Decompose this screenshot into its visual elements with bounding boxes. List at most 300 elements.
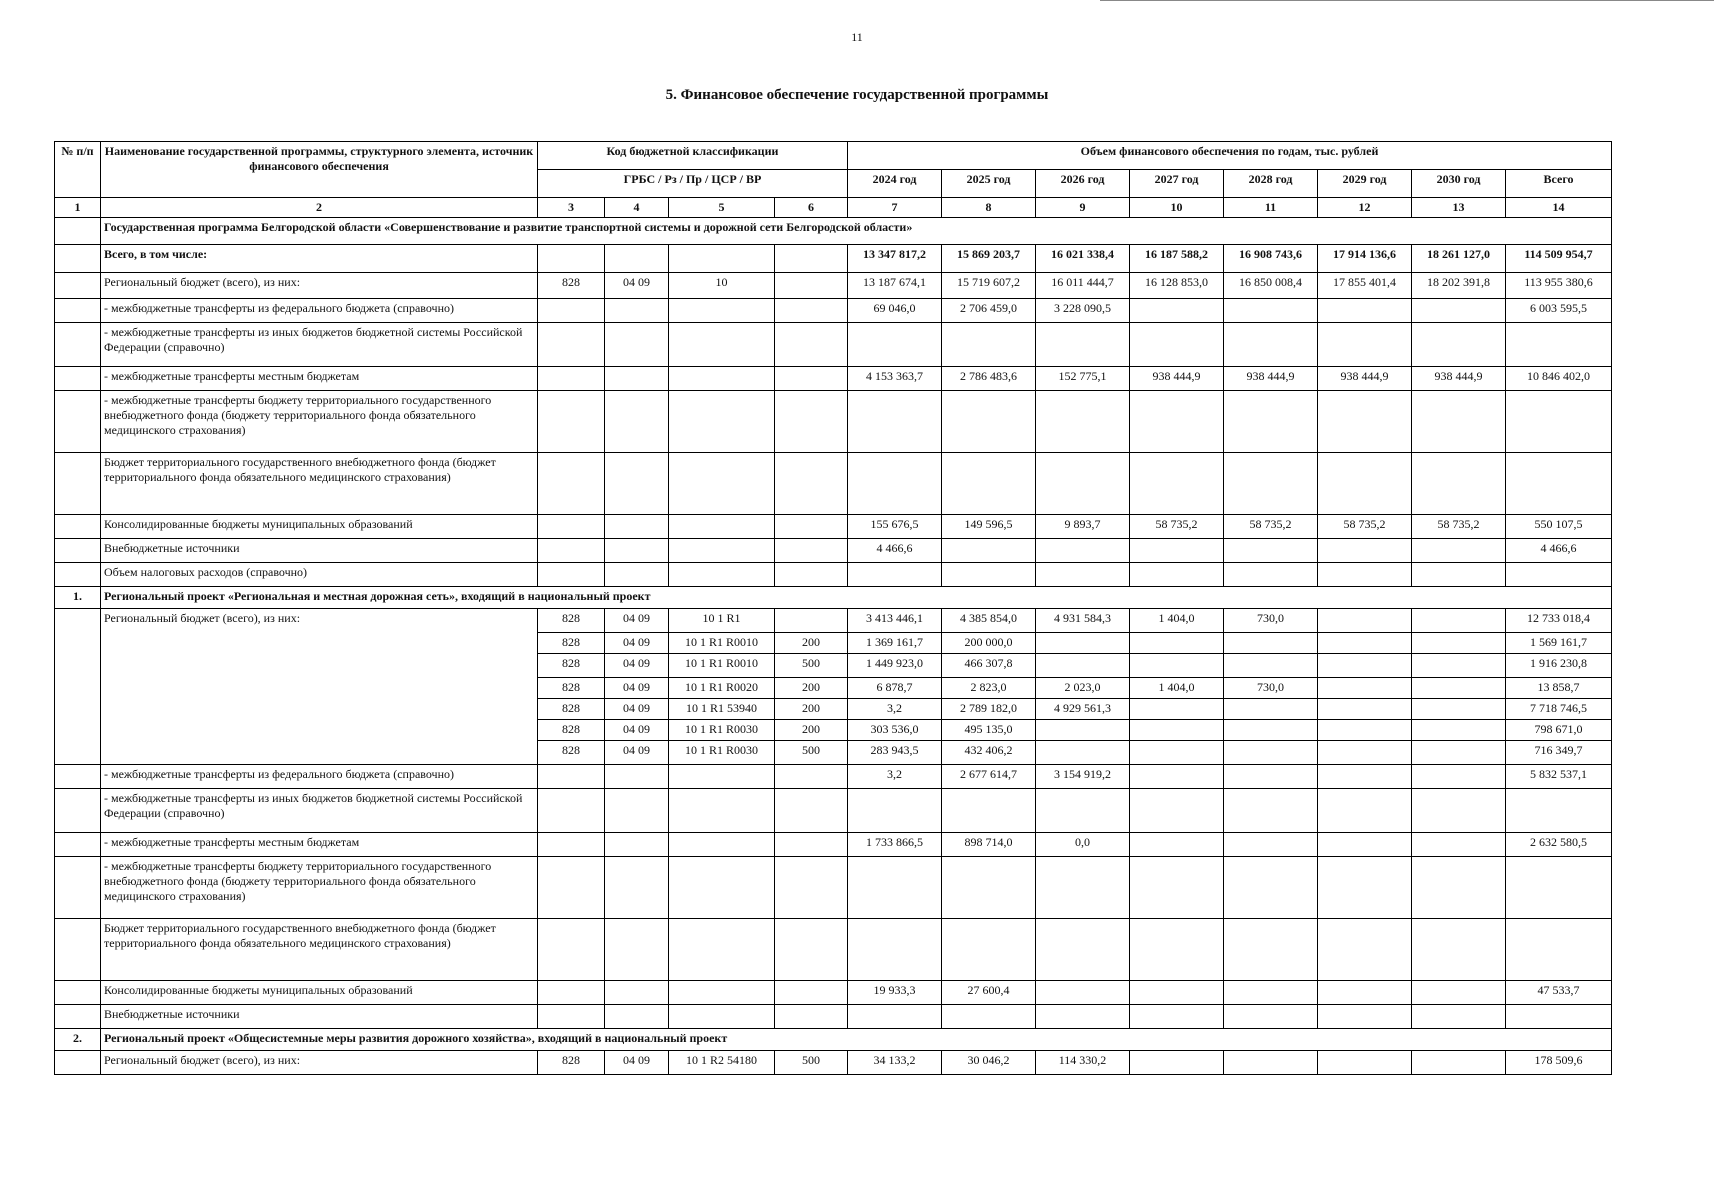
value-cell: 12 733 018,4 bbox=[1506, 609, 1612, 633]
header-year: 2027 год bbox=[1130, 170, 1224, 198]
rz-pr-code bbox=[605, 789, 669, 833]
program-title-row bbox=[55, 218, 1612, 245]
value-cell: 18 261 127,0 bbox=[1412, 245, 1506, 273]
csr-code: 10 1 R1 R0010 bbox=[669, 654, 775, 678]
value-cell bbox=[1412, 1005, 1506, 1029]
column-numbers-row bbox=[55, 198, 1612, 218]
program-row bbox=[55, 323, 1612, 367]
rz-pr-code: 04 09 bbox=[605, 273, 669, 299]
value-cell: 58 735,2 bbox=[1318, 515, 1412, 539]
value-cell: 149 596,5 bbox=[942, 515, 1036, 539]
value-cell bbox=[1224, 1005, 1318, 1029]
rz-pr-code bbox=[605, 765, 669, 789]
column-number: 9 bbox=[1036, 198, 1130, 218]
value-cell bbox=[1506, 789, 1612, 833]
rz-pr-code bbox=[605, 919, 669, 981]
vr-code bbox=[775, 515, 848, 539]
vr-code: 500 bbox=[775, 654, 848, 678]
value-cell: 113 955 380,6 bbox=[1506, 273, 1612, 299]
grbs-code: 828 bbox=[538, 609, 605, 633]
value-cell bbox=[1036, 323, 1130, 367]
value-cell bbox=[1318, 857, 1412, 919]
value-cell: 27 600,4 bbox=[942, 981, 1036, 1005]
value-cell: 4 466,6 bbox=[1506, 539, 1612, 563]
csr-code bbox=[669, 299, 775, 323]
financing-table bbox=[54, 141, 1612, 1075]
grbs-code: 828 bbox=[538, 720, 605, 741]
row-name: Бюджет территориального государственного внебюджетного фонда (бюджет территориального фонда обязательного медицинского страхования) bbox=[101, 919, 538, 981]
rz-pr-code bbox=[605, 539, 669, 563]
value-cell bbox=[1036, 741, 1130, 765]
row-number bbox=[55, 218, 101, 245]
project-1-row bbox=[55, 833, 1612, 857]
csr-code bbox=[669, 919, 775, 981]
rz-pr-code bbox=[605, 391, 669, 453]
value-cell bbox=[1412, 563, 1506, 587]
value-cell bbox=[1318, 1005, 1412, 1029]
value-cell: 178 509,6 bbox=[1506, 1051, 1612, 1075]
csr-code: 10 1 R1 R0030 bbox=[669, 720, 775, 741]
value-cell bbox=[1036, 857, 1130, 919]
value-cell: 69 046,0 bbox=[848, 299, 942, 323]
value-cell: 47 533,7 bbox=[1506, 981, 1612, 1005]
row-name: Консолидированные бюджеты муниципальных образований bbox=[101, 981, 538, 1005]
row-name: Объем налоговых расходов (справочно) bbox=[101, 563, 538, 587]
grbs-code bbox=[538, 789, 605, 833]
header-year: 2028 год bbox=[1224, 170, 1318, 198]
value-cell: 19 933,3 bbox=[848, 981, 942, 1005]
row-name: Всего, в том числе: bbox=[101, 245, 538, 273]
value-cell: 1 449 923,0 bbox=[848, 654, 942, 678]
value-cell bbox=[1318, 539, 1412, 563]
row-name: - межбюджетные трансферты из иных бюджетов бюджетной системы Российской Федерации (справочно) bbox=[101, 789, 538, 833]
value-cell bbox=[1224, 633, 1318, 654]
csr-code: 10 1 R1 R0020 bbox=[669, 678, 775, 699]
csr-code bbox=[669, 323, 775, 367]
rz-pr-code: 04 09 bbox=[605, 678, 669, 699]
value-cell bbox=[1224, 857, 1318, 919]
value-cell bbox=[1036, 919, 1130, 981]
vr-code bbox=[775, 833, 848, 857]
value-cell: 4 153 363,7 bbox=[848, 367, 942, 391]
value-cell bbox=[848, 789, 942, 833]
page-title: 5. Финансовое обеспечение государственной программы bbox=[665, 87, 1049, 103]
value-cell bbox=[1318, 563, 1412, 587]
column-number: 3 bbox=[538, 198, 605, 218]
vr-code bbox=[775, 367, 848, 391]
value-cell: 1 569 161,7 bbox=[1506, 633, 1612, 654]
vr-code: 200 bbox=[775, 633, 848, 654]
column-number: 12 bbox=[1318, 198, 1412, 218]
csr-code bbox=[669, 539, 775, 563]
grbs-code bbox=[538, 245, 605, 273]
value-cell bbox=[1506, 391, 1612, 453]
value-cell bbox=[1130, 741, 1224, 765]
value-cell bbox=[1036, 654, 1130, 678]
value-cell bbox=[942, 539, 1036, 563]
csr-code bbox=[669, 833, 775, 857]
program-row bbox=[55, 515, 1612, 539]
value-cell bbox=[1412, 678, 1506, 699]
row-number: 2. bbox=[55, 1029, 101, 1051]
value-cell bbox=[1224, 299, 1318, 323]
value-cell bbox=[1412, 609, 1506, 633]
value-cell bbox=[1412, 833, 1506, 857]
value-cell bbox=[1412, 654, 1506, 678]
value-cell: 4 466,6 bbox=[848, 539, 942, 563]
value-cell: 5 832 537,1 bbox=[1506, 765, 1612, 789]
value-cell bbox=[1036, 1005, 1130, 1029]
value-cell: 1 404,0 bbox=[1130, 678, 1224, 699]
row-name: Консолидированные бюджеты муниципальных образований bbox=[101, 515, 538, 539]
value-cell bbox=[1130, 833, 1224, 857]
vr-code bbox=[775, 857, 848, 919]
csr-code bbox=[669, 981, 775, 1005]
value-cell bbox=[1130, 981, 1224, 1005]
value-cell bbox=[1224, 789, 1318, 833]
project-1-row bbox=[55, 981, 1612, 1005]
program-title: Государственная программа Белгородской области «Совершенствование и развитие транспортной системы и дорожной сети Белгородской области» bbox=[101, 218, 1612, 245]
value-cell bbox=[1224, 720, 1318, 741]
value-cell bbox=[1318, 741, 1412, 765]
value-cell bbox=[1036, 720, 1130, 741]
value-cell: 4 931 584,3 bbox=[1036, 609, 1130, 633]
value-cell: 1 404,0 bbox=[1130, 609, 1224, 633]
value-cell bbox=[1130, 654, 1224, 678]
value-cell bbox=[1224, 323, 1318, 367]
csr-code bbox=[669, 391, 775, 453]
grbs-code: 828 bbox=[538, 633, 605, 654]
value-cell bbox=[1036, 453, 1130, 515]
header-code-group: Код бюджетной классификации bbox=[538, 142, 848, 170]
value-cell: 6 003 595,5 bbox=[1506, 299, 1612, 323]
value-cell: 898 714,0 bbox=[942, 833, 1036, 857]
program-row bbox=[55, 453, 1612, 515]
column-number: 11 bbox=[1224, 198, 1318, 218]
row-name: - межбюджетные трансферты местным бюджетам bbox=[101, 367, 538, 391]
value-cell bbox=[1224, 654, 1318, 678]
grbs-code: 828 bbox=[538, 1051, 605, 1075]
column-number: 10 bbox=[1130, 198, 1224, 218]
column-number: 1 bbox=[55, 198, 101, 218]
rz-pr-code bbox=[605, 857, 669, 919]
value-cell bbox=[1318, 720, 1412, 741]
header-row-1 bbox=[55, 142, 1612, 170]
column-number: 8 bbox=[942, 198, 1036, 218]
value-cell bbox=[942, 1005, 1036, 1029]
grbs-code bbox=[538, 367, 605, 391]
value-cell bbox=[1318, 654, 1412, 678]
row-name: - межбюджетные трансферты местным бюджетам bbox=[101, 833, 538, 857]
project-title: Региональный проект «Региональная и местная дорожная сеть», входящий в национальный проект bbox=[101, 587, 1612, 609]
value-cell: 16 128 853,0 bbox=[1130, 273, 1224, 299]
value-cell bbox=[1224, 563, 1318, 587]
value-cell bbox=[848, 1005, 942, 1029]
program-row bbox=[55, 391, 1612, 453]
value-cell bbox=[1412, 453, 1506, 515]
program-row bbox=[55, 245, 1612, 273]
program-row bbox=[55, 367, 1612, 391]
value-cell: 200 000,0 bbox=[942, 633, 1036, 654]
rz-pr-code bbox=[605, 245, 669, 273]
value-cell: 3,2 bbox=[848, 699, 942, 720]
row-name: Региональный бюджет (всего), из них: bbox=[101, 1051, 538, 1075]
value-cell: 466 307,8 bbox=[942, 654, 1036, 678]
rz-pr-code: 04 09 bbox=[605, 609, 669, 633]
grbs-code bbox=[538, 299, 605, 323]
header-name: Наименование государственной программы, структурного элемента, источник финансового обеспечения bbox=[101, 142, 538, 198]
value-cell bbox=[1130, 453, 1224, 515]
value-cell: 716 349,7 bbox=[1506, 741, 1612, 765]
value-cell: 1 733 866,5 bbox=[848, 833, 942, 857]
value-cell: 9 893,7 bbox=[1036, 515, 1130, 539]
grbs-code: 828 bbox=[538, 741, 605, 765]
value-cell bbox=[1224, 765, 1318, 789]
value-cell: 2 706 459,0 bbox=[942, 299, 1036, 323]
column-number: 5 bbox=[669, 198, 775, 218]
csr-code bbox=[669, 1005, 775, 1029]
header-year: 2030 год bbox=[1412, 170, 1506, 198]
value-cell bbox=[1130, 323, 1224, 367]
value-cell bbox=[1412, 857, 1506, 919]
value-cell: 13 858,7 bbox=[1506, 678, 1612, 699]
value-cell bbox=[1412, 299, 1506, 323]
row-number bbox=[55, 833, 101, 857]
row-number bbox=[55, 299, 101, 323]
value-cell: 0,0 bbox=[1036, 833, 1130, 857]
value-cell bbox=[1506, 1005, 1612, 1029]
csr-code: 10 1 R1 53940 bbox=[669, 699, 775, 720]
value-cell: 58 735,2 bbox=[1224, 515, 1318, 539]
value-cell: 4 385 854,0 bbox=[942, 609, 1036, 633]
value-cell: 30 046,2 bbox=[942, 1051, 1036, 1075]
row-name: Внебюджетные источники bbox=[101, 1005, 538, 1029]
rz-pr-code: 04 09 bbox=[605, 720, 669, 741]
value-cell bbox=[1506, 563, 1612, 587]
value-cell: 938 444,9 bbox=[1318, 367, 1412, 391]
value-cell bbox=[1318, 609, 1412, 633]
column-number: 2 bbox=[101, 198, 538, 218]
rz-pr-code bbox=[605, 515, 669, 539]
value-cell bbox=[848, 563, 942, 587]
row-number bbox=[55, 539, 101, 563]
grbs-code: 828 bbox=[538, 273, 605, 299]
value-cell: 3 228 090,5 bbox=[1036, 299, 1130, 323]
rz-pr-code bbox=[605, 453, 669, 515]
value-cell bbox=[848, 453, 942, 515]
value-cell bbox=[1318, 765, 1412, 789]
value-cell: 114 330,2 bbox=[1036, 1051, 1130, 1075]
program-row bbox=[55, 273, 1612, 299]
vr-code bbox=[775, 323, 848, 367]
grbs-code bbox=[538, 857, 605, 919]
row-name: Региональный бюджет (всего), из них: bbox=[101, 273, 538, 299]
row-name: Внебюджетные источники bbox=[101, 539, 538, 563]
value-cell: 58 735,2 bbox=[1412, 515, 1506, 539]
row-number bbox=[55, 563, 101, 587]
project-1-row bbox=[55, 1005, 1612, 1029]
value-cell: 2 023,0 bbox=[1036, 678, 1130, 699]
regional-budget-row bbox=[55, 609, 1612, 633]
value-cell: 3 154 919,2 bbox=[1036, 765, 1130, 789]
csr-code bbox=[669, 563, 775, 587]
rz-pr-code bbox=[605, 981, 669, 1005]
value-cell bbox=[942, 919, 1036, 981]
value-cell bbox=[1130, 391, 1224, 453]
column-number: 14 bbox=[1506, 198, 1612, 218]
value-cell bbox=[1412, 323, 1506, 367]
value-cell: 16 850 008,4 bbox=[1224, 273, 1318, 299]
program-row bbox=[55, 563, 1612, 587]
value-cell bbox=[1412, 741, 1506, 765]
value-cell bbox=[1318, 678, 1412, 699]
csr-code: 10 bbox=[669, 273, 775, 299]
value-cell bbox=[1412, 699, 1506, 720]
vr-code bbox=[775, 453, 848, 515]
vr-code bbox=[775, 563, 848, 587]
column-number: 6 bbox=[775, 198, 848, 218]
value-cell bbox=[1412, 633, 1506, 654]
value-cell bbox=[1318, 789, 1412, 833]
row-number bbox=[55, 273, 101, 299]
value-cell bbox=[848, 323, 942, 367]
value-cell bbox=[1130, 765, 1224, 789]
value-cell bbox=[1036, 633, 1130, 654]
rz-pr-code: 04 09 bbox=[605, 654, 669, 678]
value-cell bbox=[1506, 919, 1612, 981]
grbs-code bbox=[538, 515, 605, 539]
value-cell bbox=[942, 789, 1036, 833]
value-cell bbox=[1224, 699, 1318, 720]
value-cell bbox=[1412, 765, 1506, 789]
value-cell bbox=[1130, 563, 1224, 587]
grbs-code bbox=[538, 453, 605, 515]
header-volume-group: Объем финансового обеспечения по годам, тыс. рублей bbox=[848, 142, 1612, 170]
value-cell: 2 677 614,7 bbox=[942, 765, 1036, 789]
vr-code bbox=[775, 981, 848, 1005]
vr-code bbox=[775, 1005, 848, 1029]
value-cell bbox=[1318, 1051, 1412, 1075]
grbs-code bbox=[538, 981, 605, 1005]
vr-code bbox=[775, 609, 848, 633]
row-number bbox=[55, 919, 101, 981]
value-cell: 7 718 746,5 bbox=[1506, 699, 1612, 720]
value-cell bbox=[1036, 981, 1130, 1005]
value-cell: 13 347 817,2 bbox=[848, 245, 942, 273]
vr-code bbox=[775, 245, 848, 273]
value-cell: 283 943,5 bbox=[848, 741, 942, 765]
vr-code: 200 bbox=[775, 720, 848, 741]
value-cell bbox=[1224, 833, 1318, 857]
value-cell bbox=[1224, 391, 1318, 453]
rz-pr-code bbox=[605, 1005, 669, 1029]
value-cell: 152 775,1 bbox=[1036, 367, 1130, 391]
row-name: - межбюджетные трансферты бюджету территориального государственного внебюджетного фонда (бюджету территориального фонда обязательного медицинского страхования) bbox=[101, 857, 538, 919]
value-cell bbox=[1318, 391, 1412, 453]
grbs-code bbox=[538, 539, 605, 563]
rz-pr-code: 04 09 bbox=[605, 1051, 669, 1075]
row-number bbox=[55, 323, 101, 367]
value-cell: 15 719 607,2 bbox=[942, 273, 1036, 299]
value-cell: 2 789 182,0 bbox=[942, 699, 1036, 720]
row-number: 1. bbox=[55, 587, 101, 609]
header-total: Всего bbox=[1506, 170, 1612, 198]
value-cell: 34 133,2 bbox=[848, 1051, 942, 1075]
rz-pr-code bbox=[605, 367, 669, 391]
value-cell bbox=[1318, 919, 1412, 981]
value-cell bbox=[1318, 633, 1412, 654]
grbs-code: 828 bbox=[538, 699, 605, 720]
value-cell: 16 021 338,4 bbox=[1036, 245, 1130, 273]
value-cell bbox=[1224, 919, 1318, 981]
value-cell bbox=[1224, 453, 1318, 515]
value-cell bbox=[1412, 539, 1506, 563]
rz-pr-code bbox=[605, 563, 669, 587]
grbs-code: 828 bbox=[538, 678, 605, 699]
value-cell bbox=[1224, 1051, 1318, 1075]
value-cell: 2 823,0 bbox=[942, 678, 1036, 699]
value-cell bbox=[942, 857, 1036, 919]
value-cell bbox=[1506, 857, 1612, 919]
grbs-code bbox=[538, 323, 605, 367]
row-name: Бюджет территориального государственного внебюджетного фонда (бюджет территориального фонда обязательного медицинского страхования) bbox=[101, 453, 538, 515]
project-2-title-row bbox=[55, 1029, 1612, 1051]
row-number bbox=[55, 981, 101, 1005]
value-cell bbox=[1412, 789, 1506, 833]
value-cell bbox=[1412, 391, 1506, 453]
value-cell bbox=[1318, 323, 1412, 367]
rz-pr-code: 04 09 bbox=[605, 699, 669, 720]
value-cell: 730,0 bbox=[1224, 609, 1318, 633]
vr-code bbox=[775, 539, 848, 563]
page-number: 11 bbox=[851, 30, 863, 44]
csr-code bbox=[669, 789, 775, 833]
value-cell bbox=[1318, 981, 1412, 1005]
grbs-code bbox=[538, 563, 605, 587]
value-cell: 18 202 391,8 bbox=[1412, 273, 1506, 299]
value-cell: 16 011 444,7 bbox=[1036, 273, 1130, 299]
csr-code bbox=[669, 367, 775, 391]
value-cell bbox=[1318, 833, 1412, 857]
value-cell: 938 444,9 bbox=[1130, 367, 1224, 391]
value-cell: 16 187 588,2 bbox=[1130, 245, 1224, 273]
value-cell bbox=[1412, 1051, 1506, 1075]
value-cell bbox=[1036, 391, 1130, 453]
column-number: 13 bbox=[1412, 198, 1506, 218]
value-cell: 2 632 580,5 bbox=[1506, 833, 1612, 857]
value-cell bbox=[1506, 453, 1612, 515]
value-cell bbox=[1412, 919, 1506, 981]
value-cell bbox=[1506, 323, 1612, 367]
value-cell: 17 855 401,4 bbox=[1318, 273, 1412, 299]
header-year: 2025 год bbox=[942, 170, 1036, 198]
value-cell: 303 536,0 bbox=[848, 720, 942, 741]
header-year: 2024 год bbox=[848, 170, 942, 198]
value-cell bbox=[1412, 981, 1506, 1005]
rz-pr-code bbox=[605, 323, 669, 367]
row-number bbox=[55, 765, 101, 789]
csr-code bbox=[669, 515, 775, 539]
value-cell: 16 908 743,6 bbox=[1224, 245, 1318, 273]
value-cell: 432 406,2 bbox=[942, 741, 1036, 765]
value-cell: 10 846 402,0 bbox=[1506, 367, 1612, 391]
vr-code: 500 bbox=[775, 741, 848, 765]
value-cell: 6 878,7 bbox=[848, 678, 942, 699]
csr-code: 10 1 R2 54180 bbox=[669, 1051, 775, 1075]
value-cell bbox=[1130, 720, 1224, 741]
value-cell bbox=[942, 391, 1036, 453]
vr-code: 200 bbox=[775, 699, 848, 720]
